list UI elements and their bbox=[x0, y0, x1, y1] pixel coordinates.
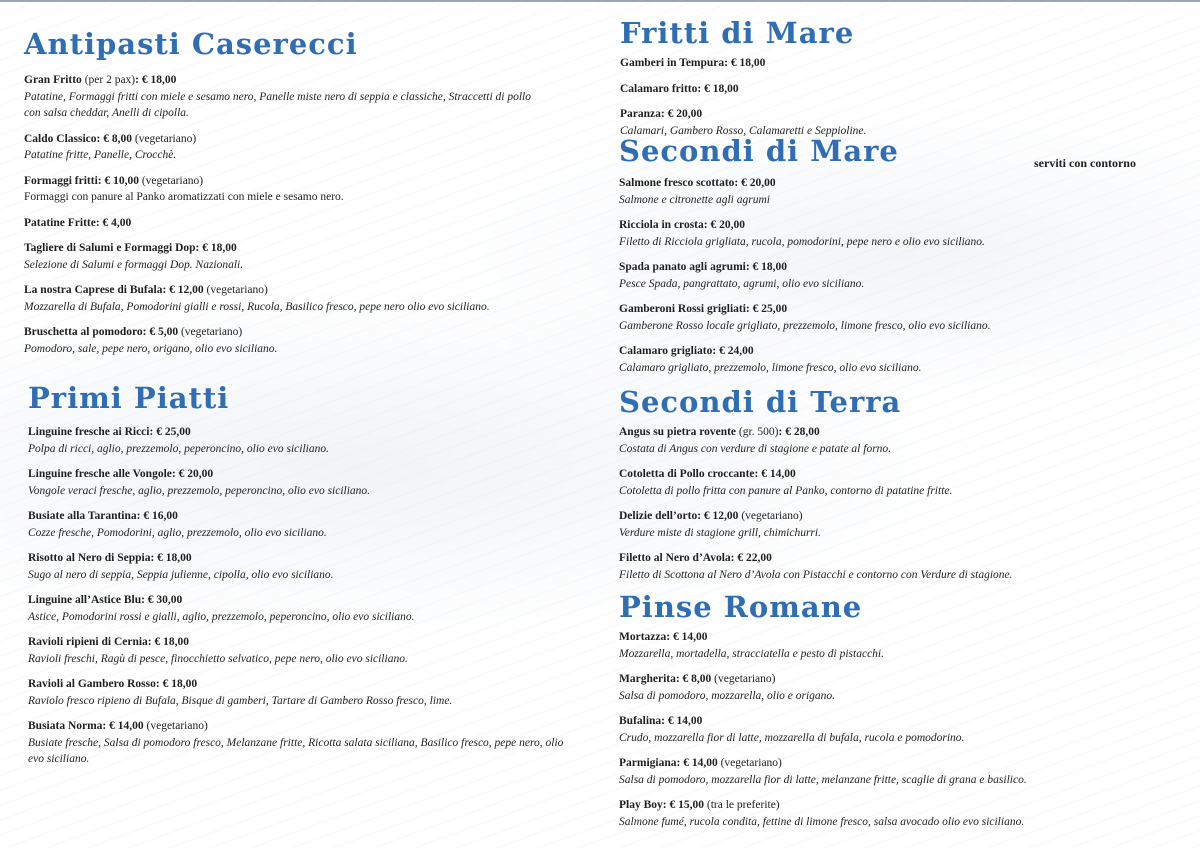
menu-item-description: Pesce Spada, pangrattato, agrumi, olio evo siciliano. bbox=[619, 277, 865, 290]
menu-item-note: (vegetariano) bbox=[203, 284, 268, 296]
menu-item-name: Bruschetta al pomodoro: € 5,00 bbox=[24, 326, 179, 338]
menu-item-heading bbox=[619, 466, 1179, 483]
menu-item-heading bbox=[28, 424, 568, 441]
section-title: Fritti di Mare bbox=[620, 16, 855, 50]
menu-item-note: (per 2 pax) bbox=[81, 74, 136, 86]
menu-item-description: Crudo, mozzarella fior di latte, mozzarella di bufala, rucola e pomodorino. bbox=[619, 731, 965, 744]
menu-item bbox=[619, 175, 1179, 208]
menu-item-heading bbox=[28, 718, 568, 735]
menu-item bbox=[619, 343, 1179, 376]
menu-item-heading bbox=[619, 629, 1179, 646]
menu-list bbox=[24, 72, 544, 357]
menu-list bbox=[619, 629, 1179, 830]
menu-item-description: Gamberone Rosso locale grigliato, prezzemolo, limone fresco, olio evo siciliano. bbox=[619, 319, 991, 332]
section-antipasti bbox=[24, 26, 544, 366]
menu-item-name: La nostra Caprese di Bufala: € 12,00 bbox=[24, 284, 204, 296]
menu-item-name: Mortazza: € 14,00 bbox=[619, 631, 708, 643]
menu-item-heading bbox=[619, 343, 1179, 360]
menu-item-description: Ravioli freschi, Ragù di pesce, finocchietto selvatico, pepe nero, olio evo siciliano. bbox=[28, 652, 408, 665]
menu-item-heading bbox=[24, 324, 544, 341]
menu-item-name: Paranza: € 20,00 bbox=[620, 108, 703, 120]
menu-item-heading bbox=[619, 508, 1179, 525]
menu-item-description: Vongole veraci fresche, aglio, prezzemolo, peperoncino, olio evo siciliano. bbox=[28, 484, 371, 497]
menu-item-heading bbox=[619, 713, 1179, 730]
menu-item bbox=[28, 508, 568, 541]
menu-item-note: (vegetariano) bbox=[738, 510, 803, 522]
menu-item bbox=[28, 634, 568, 667]
menu-item-description: Salsa di pomodoro, mozzarella fior di latte, melanzane fritte, scaglie di grana e basilico. bbox=[619, 773, 1027, 786]
menu-item bbox=[24, 72, 544, 122]
menu-item-description: Mozzarella, mortadella, stracciatella e pesto di pistacchi. bbox=[619, 647, 884, 660]
menu-item bbox=[619, 629, 1179, 662]
menu-list bbox=[620, 55, 1180, 139]
menu-item-description: Patatine, Formaggi fritti con miele e sesamo nero, Panelle miste nero di seppia e classiche, Straccetti di pollo con salsa cheddar, Anelli di cipolla. bbox=[24, 90, 531, 119]
menu-item bbox=[619, 713, 1179, 746]
menu-item bbox=[24, 173, 544, 206]
menu-item-name: Ricciola in crosta: € 20,00 bbox=[619, 219, 745, 231]
menu-item bbox=[24, 282, 544, 315]
menu-item-heading bbox=[24, 215, 544, 232]
menu-item-heading bbox=[619, 797, 1179, 814]
menu-item-description: Pomodoro, sale, pepe nero, origano, olio evo siciliano. bbox=[24, 342, 278, 355]
menu-item-note: (vegetariano) bbox=[711, 673, 776, 685]
menu-item-heading bbox=[28, 592, 568, 609]
menu-item-name: Cotoletta di Pollo croccante: € 14,00 bbox=[619, 468, 796, 480]
menu-item-name: Gran Fritto bbox=[24, 74, 82, 86]
menu-item-name: Gamberi in Tempura bbox=[620, 57, 725, 69]
section-title: Primi Piatti bbox=[28, 381, 230, 415]
menu-item-name: Margherita: € 8,00 bbox=[619, 673, 712, 685]
menu-item-heading bbox=[619, 259, 1179, 276]
menu-item-description: Costata di Angus con verdure di stagione e patate al forno. bbox=[619, 442, 892, 455]
menu-item bbox=[28, 676, 568, 709]
section-title: Secondi di Terra bbox=[619, 385, 902, 419]
menu-item-description: Salmone fumé, rucola condita, fettine di limone fresco, salsa avocado olio evo siciliano. bbox=[619, 815, 1025, 828]
menu-item-name: Salmone fresco scottato: € 20,00 bbox=[619, 177, 776, 189]
menu-item-heading bbox=[619, 671, 1179, 688]
menu-item bbox=[619, 755, 1179, 788]
menu-item bbox=[619, 301, 1179, 334]
menu-item bbox=[619, 424, 1179, 457]
menu-item bbox=[28, 718, 568, 768]
menu-item-note: (vegetariano) bbox=[138, 174, 204, 187]
menu-item-name: Calamaro grigliato: € 24,00 bbox=[619, 345, 754, 357]
section-secondi-terra bbox=[619, 384, 1179, 592]
menu-item-description: Calamaro grigliato, prezzemolo, limone fresco, olio evo siciliano. bbox=[619, 361, 922, 374]
menu-item bbox=[619, 508, 1179, 541]
menu-item-name: Caldo Classico: € 8,00 bbox=[24, 132, 132, 145]
menu-item-name: Tagliere di Salumi e Formaggi Dop: € 18,00 bbox=[24, 242, 237, 254]
menu-item-heading bbox=[619, 755, 1179, 772]
menu-item-name: Ravioli al Gambero Rosso: € 18,00 bbox=[28, 678, 198, 690]
section-pinse bbox=[619, 589, 1179, 839]
menu-list bbox=[619, 175, 1179, 376]
menu-item-note: (vegetariano) bbox=[143, 720, 208, 732]
menu-item-name: Formaggi fritti: € 10,00 bbox=[24, 174, 139, 187]
menu-item-name: Busiate alla Tarantina: € 16,00 bbox=[28, 510, 178, 522]
menu-item-heading bbox=[24, 240, 544, 257]
menu-item-description: Filetto di Scottona al Nero d’Avola con Pistacchi e contorno con Verdure di stagione. bbox=[619, 568, 1013, 581]
menu-item-name: Filetto al Nero d’Avola: € 22,00 bbox=[619, 552, 772, 564]
menu-item bbox=[28, 592, 568, 625]
menu-item-description: Calamari, Gambero Rosso, Calamaretti e Seppioline. bbox=[620, 124, 867, 137]
menu-item-heading bbox=[619, 424, 1179, 441]
menu-item bbox=[619, 466, 1179, 499]
menu-item-price: : € 28,00 bbox=[778, 426, 820, 438]
menu-item bbox=[620, 55, 1180, 72]
menu-item-heading bbox=[28, 466, 568, 483]
menu-item-heading bbox=[28, 550, 568, 567]
menu-item bbox=[24, 324, 544, 357]
menu-item-description: Polpa di ricci, aglio, prezzemolo, peperoncino, olio evo siciliano. bbox=[28, 442, 329, 455]
menu-item-name: Risotto al Nero di Seppia: € 18,00 bbox=[28, 552, 192, 564]
section-title: Pinse Romane bbox=[619, 590, 863, 624]
section-primi bbox=[28, 380, 568, 777]
menu-item-name: Patatine Fritte: € 4,00 bbox=[24, 216, 132, 229]
menu-item-description: Cotoletta di pollo fritta con panure al Panko, contorno di patatine fritte. bbox=[619, 484, 953, 497]
menu-item-description: Salmone e citronette agli agrumi bbox=[619, 193, 770, 206]
menu-item bbox=[619, 259, 1179, 292]
menu-item-note: (gr. 500) bbox=[736, 426, 779, 438]
menu-item bbox=[24, 215, 544, 232]
menu-item-description: Selezione di Salumi e formaggi Dop. Nazionali. bbox=[24, 258, 244, 271]
menu-item-description: Salsa di pomodoro, mozzarella, olio e origano. bbox=[619, 689, 836, 702]
menu-item bbox=[28, 550, 568, 583]
menu-item-note: (vegetariano) bbox=[178, 326, 243, 338]
menu-item bbox=[28, 466, 568, 499]
menu-item-name: Busiata Norma: € 14,00 bbox=[28, 720, 144, 732]
menu-item-name: Parmigiana: € 14,00 bbox=[619, 757, 718, 769]
menu-item-name: Bufalina: € 14,00 bbox=[619, 715, 703, 727]
menu-item-price: : € 18,00 bbox=[135, 74, 177, 86]
menu-item-description: Raviolo fresco ripieno di Bufala, Bisque di gamberi, Tartare di Gambero Rosso fresco, lime. bbox=[28, 694, 453, 707]
menu-item-description: Formaggi con panure al Panko aromatizzati con miele e sesamo nero. bbox=[24, 191, 344, 203]
menu-item bbox=[619, 797, 1179, 830]
menu-item-price: : € 18,00 bbox=[724, 57, 766, 69]
menu-item-heading bbox=[28, 634, 568, 651]
menu-item-heading bbox=[24, 173, 544, 190]
menu-item-description: Verdure miste di stagione grill, chimichurri. bbox=[619, 526, 821, 539]
menu-item-name: Gamberoni Rossi grigliati: € 25,00 bbox=[619, 303, 788, 315]
side-note: serviti con contorno bbox=[1034, 156, 1136, 170]
menu-item-name: Spada panato agli agrumi: € 18,00 bbox=[619, 261, 788, 273]
menu-item-description: Sugo al nero di seppia, Seppia julienne, cipolla, olio evo siciliano. bbox=[28, 568, 334, 581]
menu-item-heading bbox=[24, 282, 544, 299]
top-border bbox=[0, 0, 1200, 2]
menu-item-name: Linguine fresche ai Ricci: € 25,00 bbox=[28, 426, 191, 438]
menu-item-description: Mozzarella di Bufala, Pomodorini gialli e rossi, Rucola, Basilico fresco, pepe nero olio evo siciliano. bbox=[24, 300, 490, 313]
menu-item-note: (vegetariano) bbox=[717, 757, 782, 769]
menu-item-heading bbox=[619, 175, 1179, 192]
menu-item-heading bbox=[24, 131, 544, 148]
menu-item-name: Angus su pietra rovente bbox=[619, 426, 737, 438]
menu-item-description: Astice, Pomodorini rossi e gialli, aglio, prezzemolo, peperoncino, olio evo siciliano. bbox=[28, 610, 415, 623]
menu-item-name: Delizie dell’orto: € 12,00 bbox=[619, 510, 739, 522]
menu-item-note: (tra le preferite) bbox=[703, 799, 780, 811]
menu-item-heading bbox=[620, 81, 1180, 98]
menu-list bbox=[619, 424, 1179, 583]
section-title: Antipasti Caserecci bbox=[24, 27, 358, 61]
menu-item-description: Busiate fresche, Salsa di pomodoro fresco, Melanzane fritte, Ricotta salata siciliana, Basilico fresco, pepe nero, olio evo siciliano. bbox=[28, 736, 564, 765]
menu-item-name: Ravioli ripieni di Cernia: € 18,00 bbox=[28, 636, 189, 648]
menu-item bbox=[620, 81, 1180, 98]
menu-item-heading bbox=[28, 676, 568, 693]
menu-item-description: Cozze fresche, Pomodorini, aglio, prezzemolo, olio evo siciliano. bbox=[28, 526, 327, 539]
menu-item-heading bbox=[619, 301, 1179, 318]
menu-item-heading bbox=[619, 217, 1179, 234]
section-fritti bbox=[620, 15, 1180, 148]
section-title: Secondi di Mare bbox=[619, 134, 899, 168]
menu-item-name: Play Boy: € 15,00 bbox=[619, 799, 704, 811]
menu-item bbox=[24, 240, 544, 273]
menu-item-heading bbox=[24, 72, 544, 89]
menu-item-name: Linguine all’Astice Blu: € 30,00 bbox=[28, 594, 183, 606]
menu-item bbox=[28, 424, 568, 457]
menu-list bbox=[28, 424, 568, 768]
menu-item-name: Linguine fresche alle Vongole: € 20,00 bbox=[28, 468, 214, 480]
menu-item bbox=[24, 131, 544, 164]
menu-item-note: (vegetariano) bbox=[131, 132, 197, 145]
menu-item-description: Patatine fritte, Panelle, Crocchè. bbox=[24, 149, 177, 161]
menu-item-name: Calamaro fritto: € 18,00 bbox=[620, 82, 739, 95]
menu-item-heading bbox=[620, 106, 1180, 123]
menu-item-heading bbox=[28, 508, 568, 525]
menu-item-heading bbox=[620, 55, 1180, 72]
menu-item bbox=[619, 217, 1179, 250]
menu-item bbox=[619, 550, 1179, 583]
menu-item-heading bbox=[619, 550, 1179, 567]
menu-item-description: Filetto di Ricciola grigliata, rucola, pomodorini, pepe nero e olio evo siciliano. bbox=[619, 235, 985, 248]
menu-item bbox=[619, 671, 1179, 704]
